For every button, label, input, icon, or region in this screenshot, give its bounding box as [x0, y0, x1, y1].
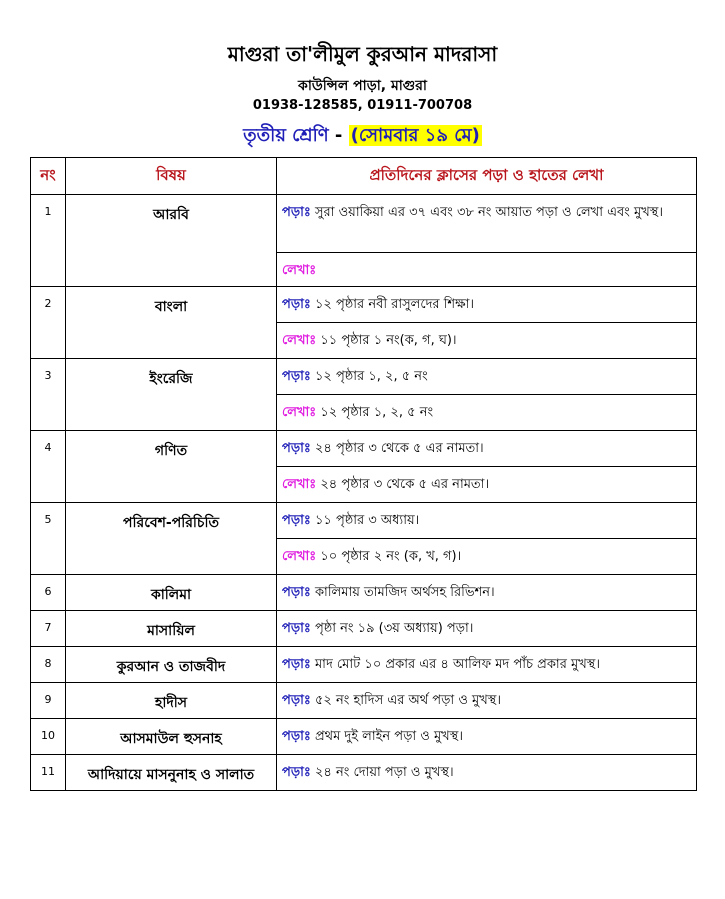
row-read-task [277, 431, 697, 467]
write-label: লেখাঃ [282, 263, 317, 278]
table-row [31, 575, 697, 611]
table-row [31, 683, 697, 719]
read-label: পড়াঃ [282, 621, 311, 636]
row-number: 4 [31, 431, 66, 503]
row-subject: আরবি [66, 195, 277, 287]
read-label: পড়াঃ [282, 205, 311, 220]
read-text: ১২ পৃষ্ঠার ১, ২, ৫ নং [314, 369, 428, 384]
row-number: 3 [31, 359, 66, 431]
row-read-task [277, 755, 697, 791]
read-text: ১১ পৃষ্ঠার ৩ অধ্যায়। [314, 513, 420, 528]
row-read-task [277, 719, 697, 755]
row-subject: মাসায়িল [66, 611, 277, 647]
row-subject: বাংলা [66, 287, 277, 359]
read-label: পড়াঃ [282, 513, 311, 528]
day-label: (সোমবার ১৯ মে) [350, 125, 480, 146]
header-task: প্রতিদিনের ক্লাসের পড়া ও হাতের লেখা [277, 158, 697, 195]
row-read-task [277, 611, 697, 647]
row-write-task [277, 253, 697, 287]
header-number: নং [31, 158, 66, 195]
write-label: লেখাঃ [282, 405, 317, 420]
read-text: ২৪ পৃষ্ঠার ৩ থেকে ৫ এর নামতা। [314, 441, 484, 456]
row-read-task [277, 195, 697, 253]
read-text: ১২ পৃষ্ঠার নবী রাসুলদের শিক্ষা। [314, 297, 475, 312]
read-label: পড়াঃ [282, 585, 311, 600]
write-label: লেখাঃ [282, 477, 317, 492]
row-subject: ইংরেজি [66, 359, 277, 431]
read-text: সুরা ওয়াকিয়া এর ৩৭ এবং ৩৮ নং আয়াত পড়া ও লেখা এবং মুখস্থ। [314, 205, 663, 220]
row-read-task [277, 503, 697, 539]
row-read-task [277, 359, 697, 395]
table-body [31, 195, 697, 791]
read-label: পড়াঃ [282, 657, 311, 672]
row-write-task [277, 395, 697, 431]
read-text: ৫২ নং হাদিস এর অর্থ পড়া ও মুখস্থ। [314, 693, 502, 708]
row-number: 10 [31, 719, 66, 755]
row-read-task [277, 683, 697, 719]
class-label: তৃতীয় শ্রেণি [243, 125, 329, 146]
table-row [31, 647, 697, 683]
row-number: 5 [31, 503, 66, 575]
row-number: 7 [31, 611, 66, 647]
row-number: 8 [31, 647, 66, 683]
write-label: লেখাঃ [282, 549, 317, 564]
read-text: মাদ মোট ১০ প্রকার এর ৪ আলিফ মদ পাঁচ প্রকার মুখস্থ। [314, 657, 600, 672]
table-row [31, 611, 697, 647]
row-number: 1 [31, 195, 66, 287]
class-heading [0, 121, 725, 152]
write-text: ২৪ পৃষ্ঠার ৩ থেকে ৫ এর নামতা। [320, 477, 490, 492]
school-name: মাগুরা তা'লীমুল কুরআন মাদরাসা [227, 42, 498, 66]
row-write-task [277, 539, 697, 575]
phone-numbers: 01938-128585, 01911-700708 [252, 98, 473, 113]
read-text: প্রথম দুই লাইন পড়া ও মুখস্থ। [314, 729, 463, 744]
read-label: পড়াঃ [282, 441, 311, 456]
row-subject: গণিত [66, 431, 277, 503]
read-label: পড়াঃ [282, 369, 311, 384]
read-text: ২৪ নং দোয়া পড়া ও মুখস্থ। [314, 765, 454, 780]
school-address: কাউন্সিল পাড়া, মাগুরা [298, 78, 427, 94]
write-label: লেখাঃ [282, 333, 317, 348]
read-label: পড়াঃ [282, 765, 311, 780]
row-number: 2 [31, 287, 66, 359]
row-read-task [277, 575, 697, 611]
row-read-task [277, 287, 697, 323]
row-subject: হাদীস [66, 683, 277, 719]
write-text: ১০ পৃষ্ঠার ২ নং (ক, খ, গ)। [320, 549, 462, 564]
read-label: পড়াঃ [282, 297, 311, 312]
row-number: 11 [31, 755, 66, 791]
table-row [31, 359, 697, 395]
header-subject: বিষয় [66, 158, 277, 195]
row-subject: আদিয়ায়ে মাসনুনাহ ও সালাত [66, 755, 277, 791]
read-text: কালিমায় তামজিদ অর্থসহ রিভিশন। [314, 585, 495, 600]
row-write-task [277, 323, 697, 359]
heading-separator: - [328, 125, 349, 146]
row-number: 9 [31, 683, 66, 719]
row-number: 6 [31, 575, 66, 611]
read-text: পৃষ্ঠা নং ১৯ (৩য় অধ্যায়) পড়া। [314, 621, 474, 636]
row-subject: কুরআন ও তাজবীদ [66, 647, 277, 683]
read-label: পড়াঃ [282, 729, 311, 744]
read-label: পড়াঃ [282, 693, 311, 708]
row-subject: আসমাউল হুসনাহ [66, 719, 277, 755]
table-row [31, 719, 697, 755]
table-row [31, 755, 697, 791]
row-subject: কালিমা [66, 575, 277, 611]
row-write-task [277, 467, 697, 503]
write-text: ১১ পৃষ্ঠার ১ নং(ক, গ, ঘ)। [320, 333, 457, 348]
homework-table [30, 157, 697, 791]
table-row [31, 503, 697, 539]
row-read-task [277, 647, 697, 683]
write-text: ১২ পৃষ্ঠার ১, ২, ৫ নং [320, 405, 434, 420]
table-row [31, 287, 697, 323]
row-subject: পরিবেশ-পরিচিতি [66, 503, 277, 575]
table-row [31, 195, 697, 253]
table-row [31, 431, 697, 467]
table-header-row [31, 158, 697, 195]
